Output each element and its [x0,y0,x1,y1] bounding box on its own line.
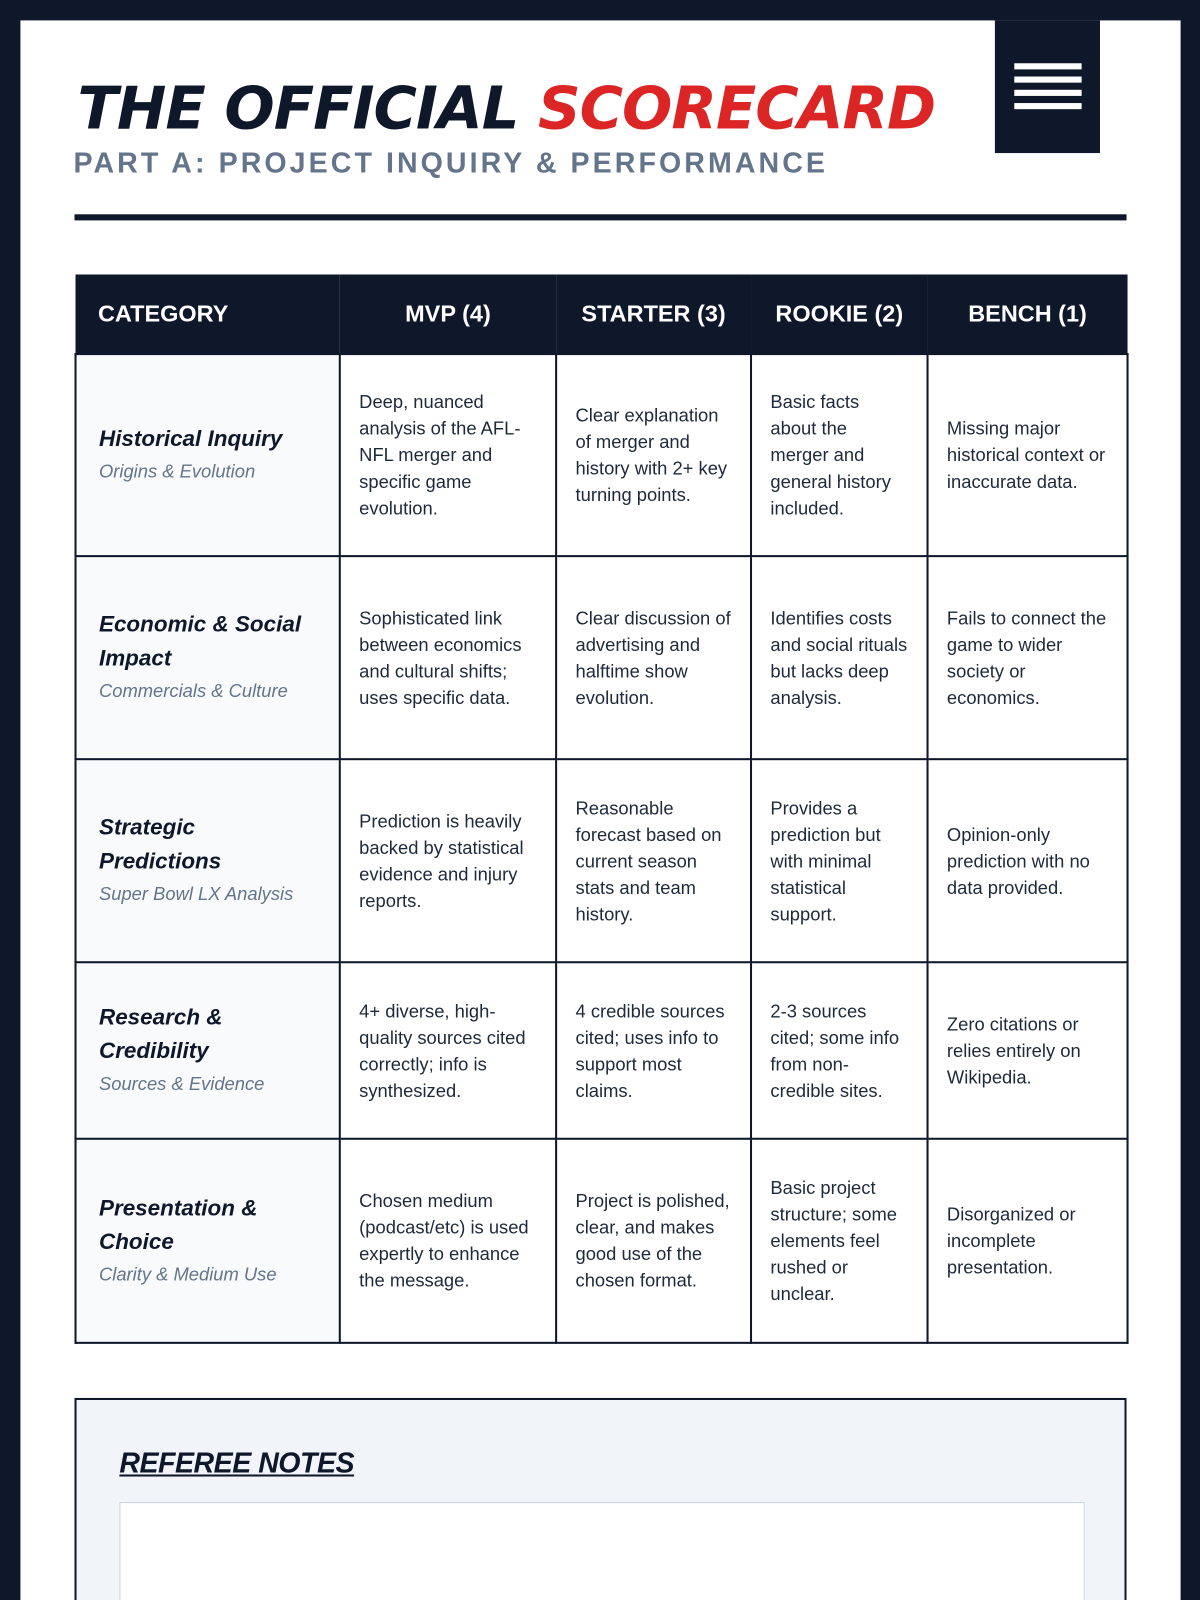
hamburger-icon [1014,77,1081,83]
category-subtitle: Clarity & Medium Use [98,1263,277,1285]
criteria-cell: 2-3 sources cited; some info from non-credible sites. [751,962,928,1139]
header-bench: BENCH (1) [928,274,1128,354]
criteria-cell: Fails to connect the game to wider society or economics. [928,556,1128,759]
category-subtitle: Sources & Evidence [98,1073,265,1094]
scorecard-card [20,20,1180,1600]
criteria-cell: Sophisticated link between economics and cultural shifts; uses specific data. [340,556,556,759]
category-subtitle: Commercials & Culture [98,680,288,702]
referee-notes-input[interactable] [119,1502,1084,1600]
divider [74,214,1126,220]
criteria-cell: Basic project structure; some elements feel rushed or unclear. [751,1139,928,1343]
criteria-cell: Reasonable forecast based on current season stats and team history. [556,759,751,962]
hamburger-icon [1014,103,1081,109]
page-subtitle: PART A: PROJECT INQUIRY & PERFORMANCE [73,146,829,179]
category-title: Economic & Social Impact [98,611,302,671]
criteria-cell: Zero citations or relies entirely on Wikipedia. [928,962,1128,1139]
category-title: Research & Credibility [98,1004,223,1064]
category-subtitle: Origins & Evolution [98,461,256,482]
referee-notes-heading: REFEREE NOTES [119,1446,355,1479]
header-mvp: MVP (4) [340,274,556,354]
criteria-cell: Opinion-only prediction with no data provided. [928,759,1128,962]
table-row [76,354,1128,556]
criteria-cell: Clear explanation of merger and history with 2+ key turning points. [556,354,751,556]
category-cell [76,759,340,962]
criteria-cell: Provides a prediction but with minimal statistical support. [751,759,928,962]
criteria-cell: Missing major historical context or inaccurate data. [928,354,1128,556]
header-category: CATEGORY [76,274,340,354]
title-accent: SCORECARD [538,73,936,143]
hamburger-icon [1014,90,1081,96]
table-row [76,759,1128,962]
criteria-cell: Clear discussion of advertising and halftime show evolution. [556,556,751,759]
criteria-cell: Deep, nuanced analysis of the AFL-NFL merger and specific game evolution. [340,354,556,556]
criteria-cell: Prediction is heavily backed by statistical evidence and injury reports. [340,759,556,962]
criteria-cell: Chosen medium (podcast/etc) is used expertly to enhance the message. [340,1139,556,1343]
category-title: Historical Inquiry [98,425,283,452]
table-row [76,556,1128,759]
title-main: THE OFFICIAL [77,73,519,143]
criteria-cell: 4 credible sources cited; uses info to support most claims. [556,962,751,1139]
table-row [76,962,1128,1139]
category-cell [76,962,340,1139]
page-title [78,73,936,142]
table-header-row [76,274,1128,354]
criteria-cell: Project is polished, clear, and makes good use of the chosen format. [556,1139,751,1343]
menu-button[interactable] [995,20,1100,153]
referee-notes-section [74,1398,1126,1600]
criteria-cell: Identifies costs and social rituals but lacks deep analysis. [751,556,928,759]
category-cell [76,1139,340,1343]
hamburger-icon [1014,63,1081,69]
rubric-table [74,274,1128,1343]
criteria-cell: Disorganized or incomplete presentation. [928,1139,1128,1343]
header-rookie: ROOKIE (2) [751,274,928,354]
category-subtitle: Super Bowl LX Analysis [98,883,294,905]
table-row [76,1139,1128,1343]
criteria-cell: Basic facts about the merger and general history included. [751,354,928,556]
criteria-cell: 4+ diverse, high-quality sources cited correctly; info is synthesized. [340,962,556,1139]
category-title: Presentation & Choice [98,1194,258,1254]
category-title: Strategic Predictions [98,814,222,874]
category-cell [76,556,340,759]
header-starter: STARTER (3) [556,274,751,354]
category-cell [76,354,340,556]
